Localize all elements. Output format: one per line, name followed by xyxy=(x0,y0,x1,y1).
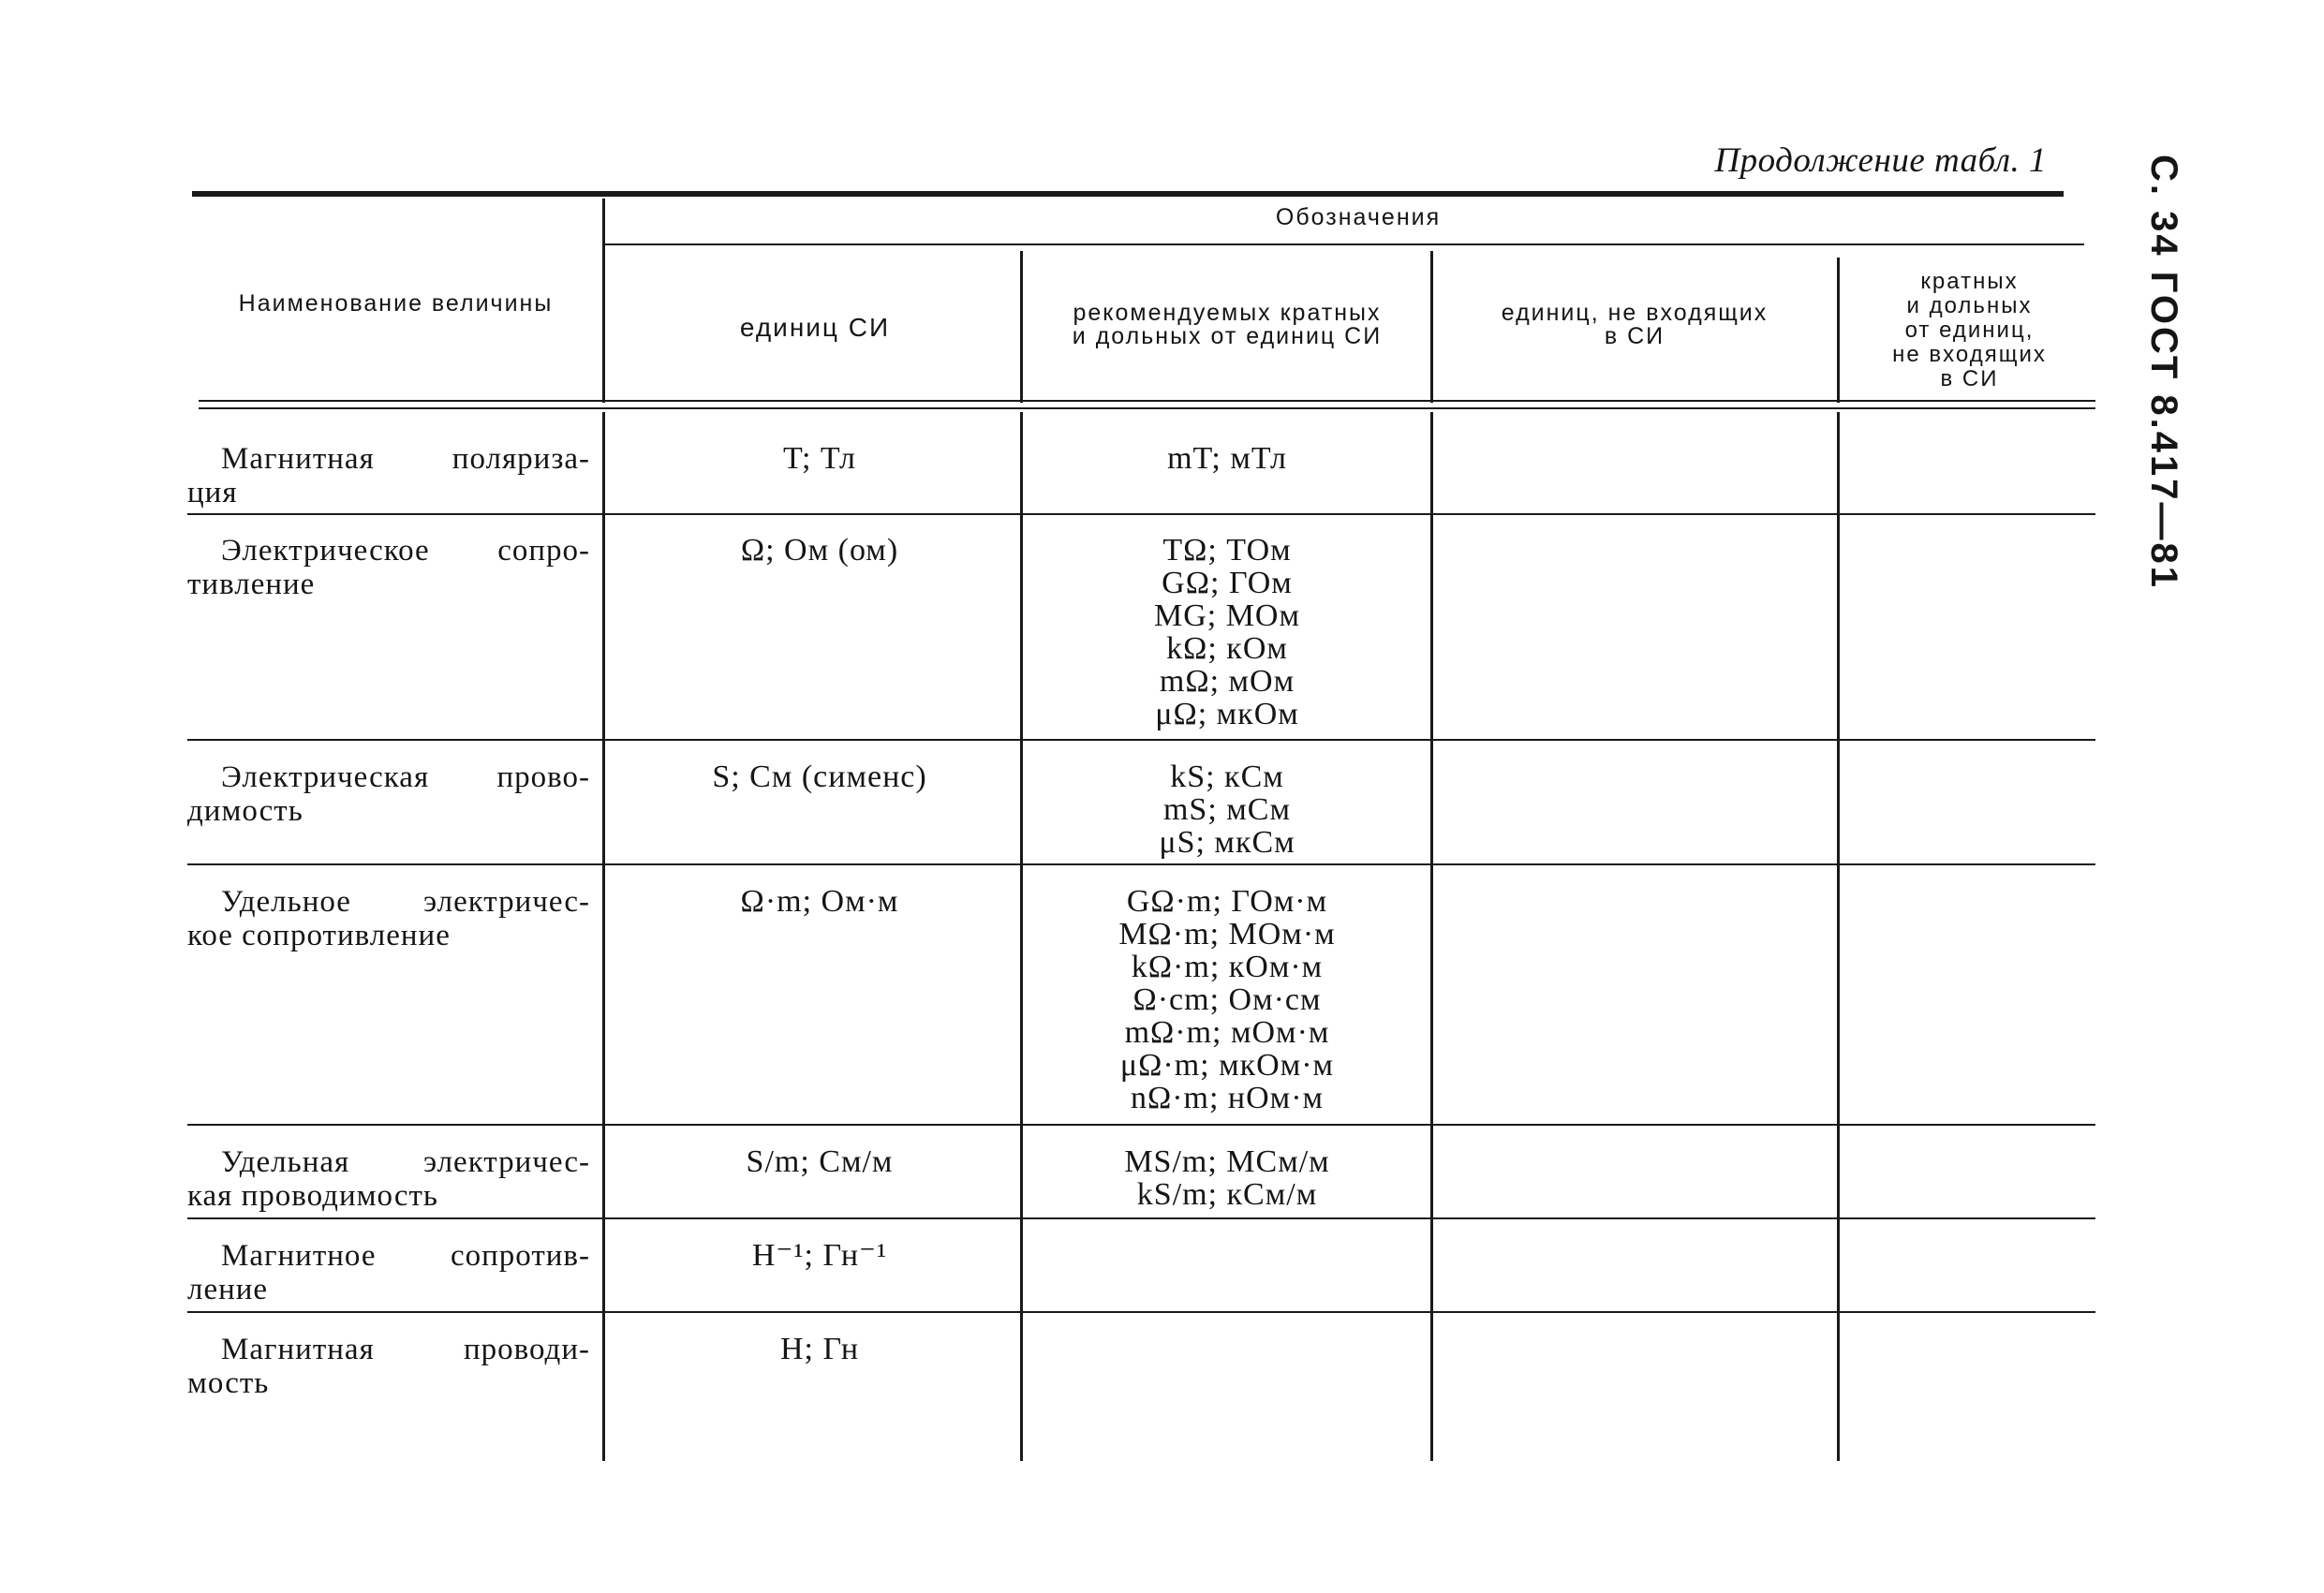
quantity-name-line1: Удельное электричес- xyxy=(221,885,590,919)
header-designations: Обозначения xyxy=(1275,204,1442,230)
quantity-name xyxy=(187,442,590,509)
quantity-name-line1: Магнитная поляриза- xyxy=(221,442,590,476)
si-unit: H⁻¹; Гн⁻¹ xyxy=(751,1238,888,1273)
quantity-name xyxy=(187,885,590,952)
header-non-si-multiples: кратных и дольных от единиц, не входящих в СИ xyxy=(1892,269,2047,391)
si-multiples: TΩ; ТОм GΩ; ГОм MG; МОм kΩ; кОм mΩ; мОм μΩ; мкОм xyxy=(1153,533,1301,731)
si-multiples: mT; мТл xyxy=(1167,441,1287,476)
si-unit: T; Тл xyxy=(783,441,856,476)
page-number-label: С. 34 ГОСТ 8.417—81 xyxy=(2143,155,2184,591)
si-multiples: kS; кСм mS; мСм μS; мкСм xyxy=(1159,760,1295,860)
quantity-name-line2: кая проводимость xyxy=(187,1179,438,1213)
si-multiples: GΩ·m; ГОм·м MΩ·m; МОм·м kΩ·m; кОм·м Ω·cm; Ом·см mΩ·m; мОм·м μΩ·m; мкОм·м nΩ·m; нОм·м xyxy=(1118,884,1336,1115)
quantity-name-line2: тивление xyxy=(187,568,316,601)
quantity-name xyxy=(187,1333,590,1400)
quantity-name-line1: Магнитное сопротив- xyxy=(221,1239,590,1273)
si-multiples: MS/m; МСм/м kS/m; кСм/м xyxy=(1124,1144,1330,1212)
si-unit: H; Гн xyxy=(779,1332,860,1366)
header-si-multiples: рекомендуемых кратных и дольных от единиц СИ xyxy=(1072,300,1383,349)
si-unit: S/m; См/м xyxy=(746,1144,894,1179)
quantity-name-line2: димость xyxy=(187,794,303,828)
si-unit: Ω; Ом (ом) xyxy=(740,533,899,568)
header-si-units: единиц СИ xyxy=(739,313,891,342)
quantity-name-line1: Магнитная проводи- xyxy=(221,1333,590,1366)
quantity-name-line2: кое сопротивление xyxy=(187,919,451,952)
quantity-name-line2: мость xyxy=(187,1366,270,1400)
continuation-title: Продолжение табл. 1 xyxy=(1714,141,2047,180)
header-name-column: Наименование величины xyxy=(238,290,554,317)
quantity-name xyxy=(187,760,590,828)
quantity-name xyxy=(187,1145,590,1213)
quantity-name-line1: Удельная электричес- xyxy=(221,1145,590,1179)
quantity-name-line1: Электрическая прово- xyxy=(221,760,590,794)
si-unit: S; См (сименс) xyxy=(712,760,927,794)
quantity-name-line2: ция xyxy=(187,476,238,509)
quantity-name xyxy=(187,1239,590,1306)
header-non-si-units: единиц, не входящих в СИ xyxy=(1501,300,1769,349)
quantity-name xyxy=(187,534,590,601)
quantity-name-line2: ление xyxy=(187,1273,269,1306)
quantity-name-line1: Электрическое сопро- xyxy=(221,534,590,568)
si-unit: Ω·m; Ом·м xyxy=(740,884,899,919)
